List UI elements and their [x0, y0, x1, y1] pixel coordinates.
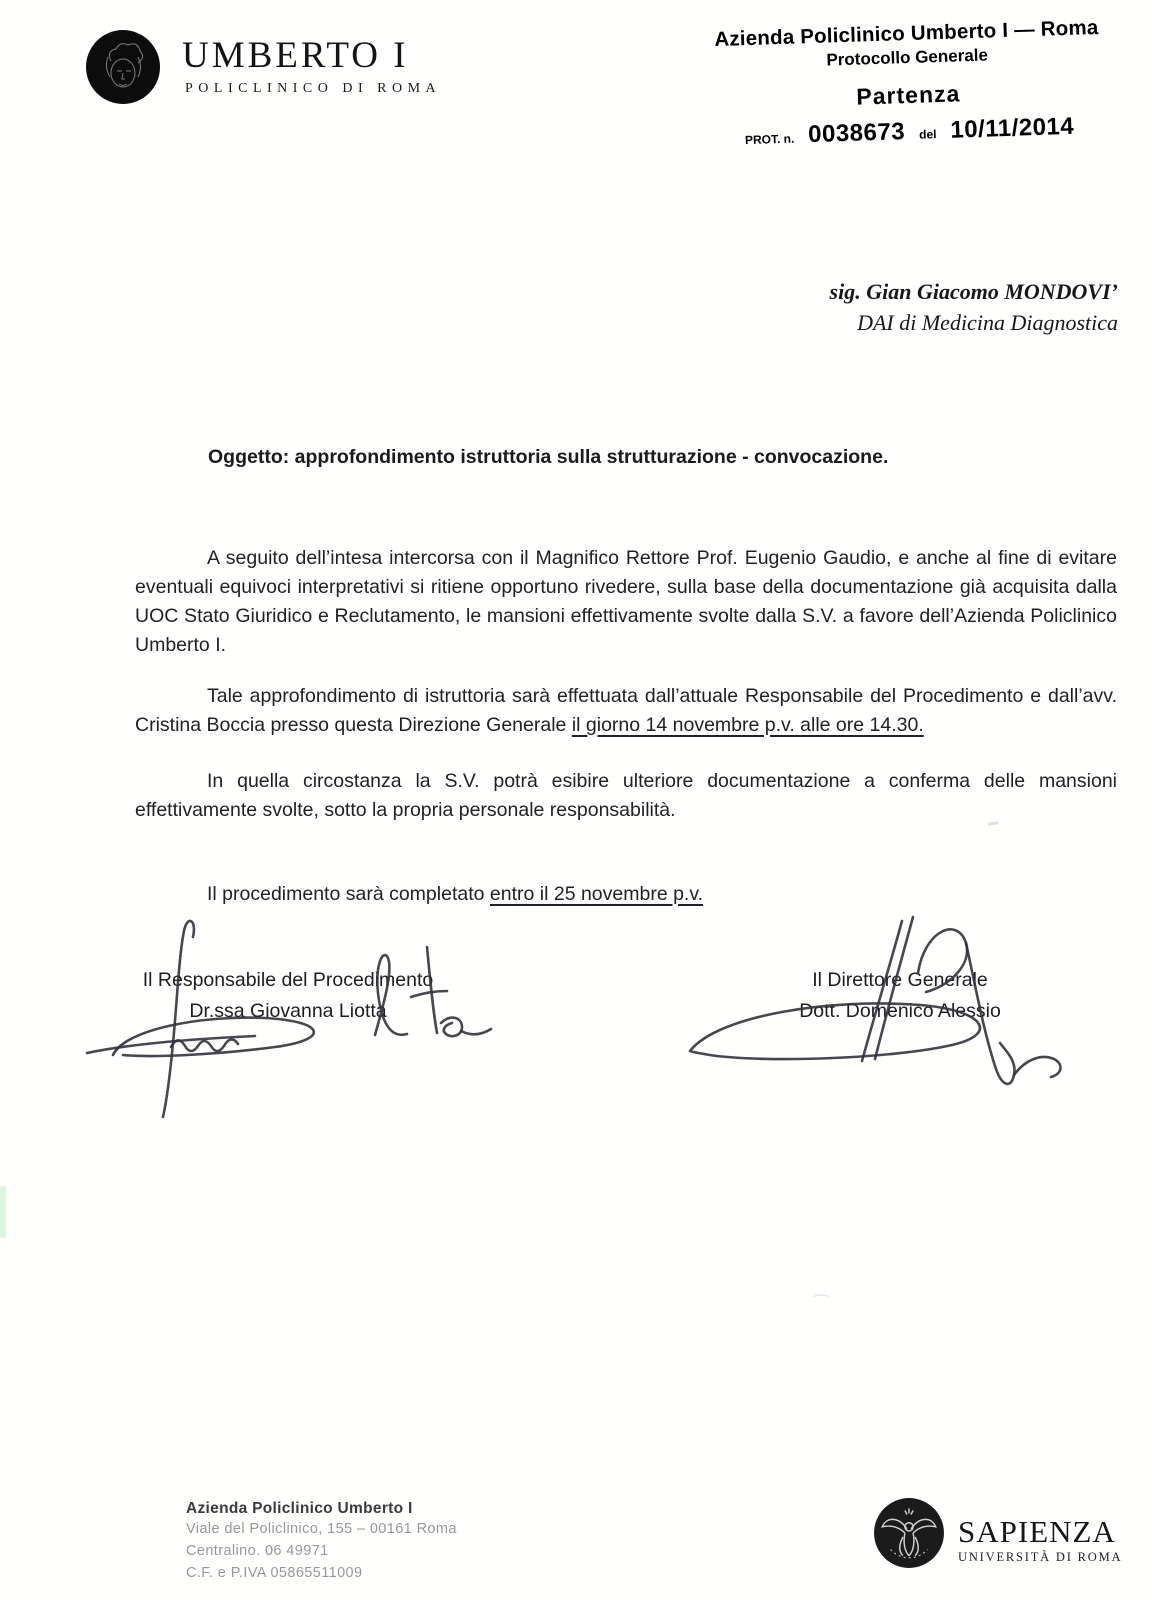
stamp-number-line	[701, 111, 1118, 152]
footer-address-block	[186, 1500, 457, 1584]
signature-left-role: Il Responsabile del Procedimento	[142, 969, 434, 991]
sapienza-logo	[872, 1496, 1122, 1570]
signature-right-name: Dott. Domenico Alessio	[799, 1000, 1001, 1022]
scan-artifact	[0, 1186, 6, 1238]
stamp-prot-number: 0038673	[807, 118, 906, 149]
stamp-direction-line: Partenza	[856, 80, 961, 110]
footer-org-name: Azienda Policlinico Umberto I	[186, 1500, 413, 1517]
sapienza-seal-icon	[872, 1496, 946, 1570]
paragraph-4-text: Il procedimento sarà completato	[207, 882, 490, 905]
recipient-name: sig. Gian Giacomo MONDOVI’	[829, 279, 1118, 304]
signature-left-label	[118, 965, 458, 1027]
footer-phone: Centralino. 06 49971	[186, 1543, 329, 1559]
paragraph-4-deadline: entro il 25 novembre p.v.	[489, 882, 704, 905]
signature-right-role: Il Direttore Generale	[812, 969, 988, 991]
recipient-department: DAI di Medicina Diagnostica	[857, 310, 1118, 335]
paragraph-2	[135, 682, 1117, 740]
scan-artifact	[812, 1294, 830, 1303]
paragraph-3: In quella circostanza la S.V. potrà esibire ulteriore documentazione a conferma delle mansioni effettivamente svolte, sotto la propria personale responsabilità.	[135, 769, 1117, 821]
protocol-stamp	[698, 15, 1118, 152]
sapienza-subtitle: UNIVERSITÀ DI ROMA	[958, 1549, 1123, 1564]
stamp-protocol-line: Protocollo Generale	[826, 45, 989, 70]
logo-subtitle: POLICLINICO DI ROMA	[185, 81, 442, 96]
stamp-org-line: Azienda Policlinico Umberto I — Roma	[714, 15, 1099, 52]
umberto-logo	[84, 27, 441, 105]
paragraph-4	[135, 880, 1117, 909]
signature-right-label	[775, 965, 1025, 1027]
signature-left-name: Dr.ssa Giovanna Liotta	[189, 1000, 387, 1022]
sapienza-wordmark: SAPIENZA	[958, 1513, 1116, 1549]
stamp-date: 10/11/2014	[949, 112, 1075, 144]
umberto-seal-icon	[84, 27, 162, 105]
paragraph-2-deadline: il giorno 14 novembre p.v. alle ore 14.30.	[571, 713, 924, 736]
subject-line: Oggetto: approfondimento istruttoria sulla strutturazione - convocazione.	[208, 446, 889, 468]
stamp-del-label: del	[918, 127, 937, 142]
recipient-block	[640, 276, 1118, 338]
footer-address: Viale del Policlinico, 155 – 00161 Roma	[186, 1521, 457, 1537]
stamp-prot-label: PROT. n.	[744, 131, 795, 148]
paragraph-2-text: Tale approfondimento di istruttoria sarà effettuata dall’attuale Responsabile del Procedimento e dall’avv. Cristina Boccia presso questa Direzione Generale	[135, 684, 1117, 736]
paragraph-1: A seguito dell’intesa intercorsa con il Magnifico Rettore Prof. Eugenio Gaudio, e anche al fine di evitare eventuali equivoci interpretativi si ritiene opportuno rivedere, sulla base della documentazione già acquisita dalla UOC Stato Giuridico e Reclutamento, le mansioni effettivamente svolte dalla S.V. a favore dell’Azienda Policlinico Umberto I.	[135, 546, 1117, 656]
logo-title: UMBERTO I	[182, 35, 409, 76]
footer-vat: C.F. e P.IVA 05865511009	[186, 1565, 363, 1581]
